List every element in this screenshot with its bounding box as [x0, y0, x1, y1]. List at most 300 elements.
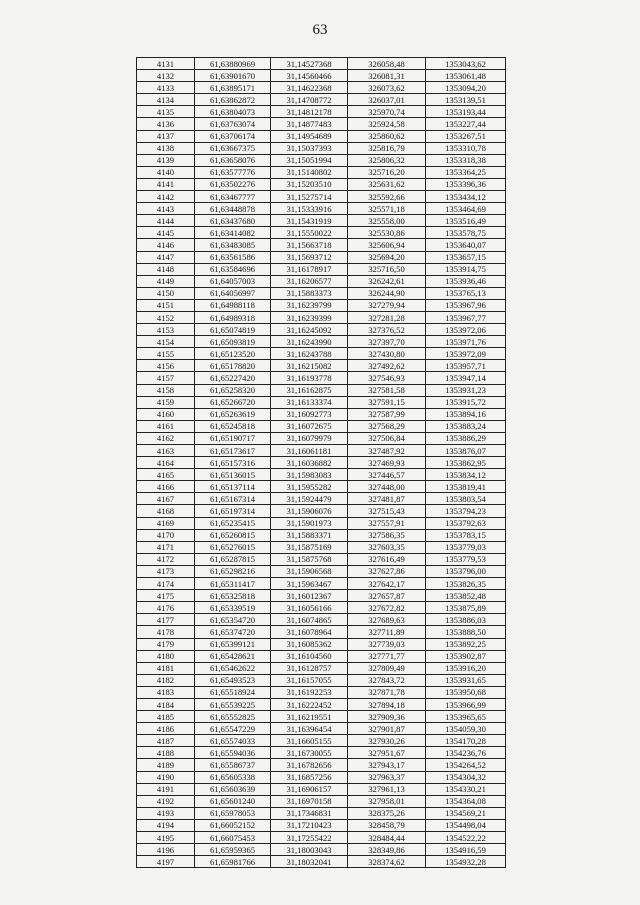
y-coordinate-cell: 1353792,63 — [426, 517, 506, 529]
x-coordinate-cell: 327901,87 — [348, 723, 426, 735]
y-coordinate-cell: 1353892,25 — [426, 638, 506, 650]
x-coordinate-cell: 325924,58 — [348, 118, 426, 130]
point-number-cell: 4165 — [137, 469, 195, 481]
y-coordinate-cell: 1353819,41 — [426, 481, 506, 493]
y-coordinate-cell: 1353971,76 — [426, 336, 506, 348]
point-number-cell: 4146 — [137, 239, 195, 251]
longitude-cell: 31,16239799 — [271, 299, 348, 311]
y-coordinate-cell: 1353967,96 — [426, 299, 506, 311]
latitude-cell: 61,65190717 — [195, 432, 271, 444]
latitude-cell: 61,65178820 — [195, 360, 271, 372]
longitude-cell: 31,16857256 — [271, 771, 348, 783]
y-coordinate-cell: 1353464,69 — [426, 203, 506, 215]
x-coordinate-cell: 327909,36 — [348, 711, 426, 723]
longitude-cell: 31,14812178 — [271, 106, 348, 118]
longitude-cell: 31,15955282 — [271, 481, 348, 493]
longitude-cell: 31,16072675 — [271, 420, 348, 432]
x-coordinate-cell: 325806,32 — [348, 154, 426, 166]
point-number-cell: 4135 — [137, 106, 195, 118]
table-row — [137, 759, 506, 771]
latitude-cell: 61,63667375 — [195, 142, 271, 154]
x-coordinate-cell: 327448,00 — [348, 481, 426, 493]
latitude-cell: 61,63584696 — [195, 263, 271, 275]
longitude-cell: 31,15203510 — [271, 178, 348, 190]
point-number-cell: 4143 — [137, 203, 195, 215]
y-coordinate-cell: 1353139,51 — [426, 94, 506, 106]
latitude-cell: 61,66052152 — [195, 819, 271, 831]
latitude-cell: 61,65552825 — [195, 711, 271, 723]
table-row — [137, 154, 506, 166]
table-row — [137, 384, 506, 396]
latitude-cell: 61,63448878 — [195, 203, 271, 215]
longitude-cell: 31,16133374 — [271, 396, 348, 408]
latitude-cell: 61,65123520 — [195, 348, 271, 360]
longitude-cell: 31,16243990 — [271, 336, 348, 348]
longitude-cell: 31,16061181 — [271, 445, 348, 457]
x-coordinate-cell: 327843,72 — [348, 674, 426, 686]
latitude-cell: 61,65263619 — [195, 408, 271, 420]
y-coordinate-cell: 1353783,15 — [426, 529, 506, 541]
point-number-cell: 4139 — [137, 154, 195, 166]
latitude-cell: 61,66075453 — [195, 832, 271, 844]
latitude-cell: 61,65594036 — [195, 747, 271, 759]
table-row — [137, 590, 506, 602]
y-coordinate-cell: 1354932,28 — [426, 856, 506, 868]
latitude-cell: 61,65518924 — [195, 686, 271, 698]
table-row — [137, 553, 506, 565]
latitude-cell: 61,63862872 — [195, 94, 271, 106]
latitude-cell: 61,64056997 — [195, 287, 271, 299]
table-row — [137, 324, 506, 336]
point-number-cell: 4159 — [137, 396, 195, 408]
table-row — [137, 311, 506, 323]
point-number-cell: 4185 — [137, 711, 195, 723]
x-coordinate-cell: 327657,87 — [348, 590, 426, 602]
table-row — [137, 723, 506, 735]
table-row — [137, 372, 506, 384]
longitude-cell: 31,16074865 — [271, 614, 348, 626]
table-row — [137, 783, 506, 795]
y-coordinate-cell: 1353936,46 — [426, 275, 506, 287]
longitude-cell: 31,16092773 — [271, 408, 348, 420]
table-row — [137, 856, 506, 868]
x-coordinate-cell: 327771,77 — [348, 650, 426, 662]
table-row — [137, 166, 506, 178]
y-coordinate-cell: 1354170,28 — [426, 735, 506, 747]
longitude-cell: 31,14622368 — [271, 82, 348, 94]
y-coordinate-cell: 1353947,14 — [426, 372, 506, 384]
point-number-cell: 4191 — [137, 783, 195, 795]
longitude-cell: 31,15906076 — [271, 505, 348, 517]
longitude-cell: 31,15875169 — [271, 541, 348, 553]
table-row — [137, 807, 506, 819]
latitude-cell: 61,65173617 — [195, 445, 271, 457]
latitude-cell: 61,63561586 — [195, 251, 271, 263]
point-number-cell: 4176 — [137, 602, 195, 614]
table-row — [137, 662, 506, 674]
point-number-cell: 4153 — [137, 324, 195, 336]
y-coordinate-cell: 1353852,48 — [426, 590, 506, 602]
x-coordinate-cell: 327951,67 — [348, 747, 426, 759]
table-row — [137, 82, 506, 94]
y-coordinate-cell: 1354498,04 — [426, 819, 506, 831]
x-coordinate-cell: 327469,93 — [348, 457, 426, 469]
point-number-cell: 4154 — [137, 336, 195, 348]
longitude-cell: 31,16206577 — [271, 275, 348, 287]
x-coordinate-cell: 325816,79 — [348, 142, 426, 154]
latitude-cell: 61,63804073 — [195, 106, 271, 118]
latitude-cell: 61,65547229 — [195, 723, 271, 735]
table-row — [137, 698, 506, 710]
longitude-cell: 31,15275714 — [271, 191, 348, 203]
table-row — [137, 771, 506, 783]
point-number-cell: 4148 — [137, 263, 195, 275]
y-coordinate-cell: 1354330,21 — [426, 783, 506, 795]
longitude-cell: 31,15906568 — [271, 565, 348, 577]
x-coordinate-cell: 327397,70 — [348, 336, 426, 348]
longitude-cell: 31,15963467 — [271, 578, 348, 590]
table-row — [137, 795, 506, 807]
y-coordinate-cell: 1354264,52 — [426, 759, 506, 771]
point-number-cell: 4137 — [137, 130, 195, 142]
longitude-cell: 31,15431919 — [271, 215, 348, 227]
y-coordinate-cell: 1353916,20 — [426, 662, 506, 674]
x-coordinate-cell: 328484,44 — [348, 832, 426, 844]
longitude-cell: 31,14560466 — [271, 70, 348, 82]
point-number-cell: 4162 — [137, 432, 195, 444]
table-row — [137, 275, 506, 287]
longitude-cell: 31,16079979 — [271, 432, 348, 444]
latitude-cell: 61,65137114 — [195, 481, 271, 493]
table-row — [137, 832, 506, 844]
point-number-cell: 4150 — [137, 287, 195, 299]
longitude-cell: 31,14877483 — [271, 118, 348, 130]
y-coordinate-cell: 1354916,59 — [426, 844, 506, 856]
x-coordinate-cell: 326073,62 — [348, 82, 426, 94]
longitude-cell: 31,17255422 — [271, 832, 348, 844]
point-number-cell: 4158 — [137, 384, 195, 396]
x-coordinate-cell: 328374,62 — [348, 856, 426, 868]
x-coordinate-cell: 328349,86 — [348, 844, 426, 856]
table-row — [137, 360, 506, 372]
x-coordinate-cell: 327672,82 — [348, 602, 426, 614]
longitude-cell: 31,16085362 — [271, 638, 348, 650]
x-coordinate-cell: 327689,63 — [348, 614, 426, 626]
y-coordinate-cell: 1353876,07 — [426, 445, 506, 457]
point-number-cell: 4152 — [137, 311, 195, 323]
x-coordinate-cell: 325530,86 — [348, 227, 426, 239]
y-coordinate-cell: 1353957,71 — [426, 360, 506, 372]
longitude-cell: 31,16215082 — [271, 360, 348, 372]
latitude-cell: 61,65462622 — [195, 662, 271, 674]
longitude-cell: 31,15901973 — [271, 517, 348, 529]
y-coordinate-cell: 1353578,75 — [426, 227, 506, 239]
latitude-cell: 61,63437680 — [195, 215, 271, 227]
longitude-cell: 31,14527368 — [271, 58, 348, 70]
latitude-cell: 61,65167314 — [195, 493, 271, 505]
x-coordinate-cell: 325571,18 — [348, 203, 426, 215]
table-row — [137, 396, 506, 408]
table-row — [137, 432, 506, 444]
point-number-cell: 4145 — [137, 227, 195, 239]
y-coordinate-cell: 1354522,22 — [426, 832, 506, 844]
longitude-cell: 31,14954689 — [271, 130, 348, 142]
latitude-cell: 61,65374720 — [195, 626, 271, 638]
latitude-cell: 61,65978053 — [195, 807, 271, 819]
point-number-cell: 4141 — [137, 178, 195, 190]
table-row — [137, 215, 506, 227]
longitude-cell: 31,15550022 — [271, 227, 348, 239]
x-coordinate-cell: 327481,87 — [348, 493, 426, 505]
table-row — [137, 203, 506, 215]
point-number-cell: 4171 — [137, 541, 195, 553]
longitude-cell: 31,16036882 — [271, 457, 348, 469]
latitude-cell: 61,65287815 — [195, 553, 271, 565]
latitude-cell: 61,65325818 — [195, 590, 271, 602]
x-coordinate-cell: 327492,62 — [348, 360, 426, 372]
longitude-cell: 31,17346831 — [271, 807, 348, 819]
table-row — [137, 638, 506, 650]
longitude-cell: 31,16157055 — [271, 674, 348, 686]
table-row — [137, 505, 506, 517]
table-row — [137, 735, 506, 747]
longitude-cell: 31,16222452 — [271, 698, 348, 710]
longitude-cell: 31,14708772 — [271, 94, 348, 106]
latitude-cell: 61,63467777 — [195, 191, 271, 203]
page-number: 63 — [312, 22, 328, 38]
x-coordinate-cell: 325694,20 — [348, 251, 426, 263]
x-coordinate-cell: 325716,20 — [348, 166, 426, 178]
x-coordinate-cell: 327930,26 — [348, 735, 426, 747]
point-number-cell: 4196 — [137, 844, 195, 856]
longitude-cell: 31,15663718 — [271, 239, 348, 251]
latitude-cell: 61,65227420 — [195, 372, 271, 384]
table-row — [137, 481, 506, 493]
x-coordinate-cell: 325558,00 — [348, 215, 426, 227]
longitude-cell: 31,16239399 — [271, 311, 348, 323]
table-row — [137, 94, 506, 106]
table-row — [137, 251, 506, 263]
y-coordinate-cell: 1354364,08 — [426, 795, 506, 807]
table-row — [137, 541, 506, 553]
point-number-cell: 4168 — [137, 505, 195, 517]
y-coordinate-cell: 1353434,12 — [426, 191, 506, 203]
y-coordinate-cell: 1353950,68 — [426, 686, 506, 698]
y-coordinate-cell: 1354059,30 — [426, 723, 506, 735]
latitude-cell: 61,65136015 — [195, 469, 271, 481]
point-number-cell: 4188 — [137, 747, 195, 759]
x-coordinate-cell: 326081,31 — [348, 70, 426, 82]
table-row — [137, 517, 506, 529]
longitude-cell: 31,16056166 — [271, 602, 348, 614]
y-coordinate-cell: 1353796,00 — [426, 565, 506, 577]
latitude-cell: 61,63880969 — [195, 58, 271, 70]
latitude-cell: 61,64989318 — [195, 311, 271, 323]
table-row — [137, 287, 506, 299]
y-coordinate-cell: 1353310,78 — [426, 142, 506, 154]
y-coordinate-cell: 1353902,87 — [426, 650, 506, 662]
x-coordinate-cell: 327376,52 — [348, 324, 426, 336]
latitude-cell: 61,65493523 — [195, 674, 271, 686]
latitude-cell: 61,63414082 — [195, 227, 271, 239]
table-row — [137, 420, 506, 432]
point-number-cell: 4138 — [137, 142, 195, 154]
longitude-cell: 31,15883373 — [271, 287, 348, 299]
table-row — [137, 142, 506, 154]
y-coordinate-cell: 1353894,16 — [426, 408, 506, 420]
longitude-cell: 31,16162875 — [271, 384, 348, 396]
y-coordinate-cell: 1353914,75 — [426, 263, 506, 275]
table-row — [137, 336, 506, 348]
point-number-cell: 4161 — [137, 420, 195, 432]
x-coordinate-cell: 327281,28 — [348, 311, 426, 323]
coordinates-table — [136, 57, 506, 868]
table-row — [137, 227, 506, 239]
longitude-cell: 31,16782656 — [271, 759, 348, 771]
x-coordinate-cell: 326242,61 — [348, 275, 426, 287]
x-coordinate-cell: 327711,89 — [348, 626, 426, 638]
x-coordinate-cell: 327943,17 — [348, 759, 426, 771]
y-coordinate-cell: 1353193,44 — [426, 106, 506, 118]
x-coordinate-cell: 327591,15 — [348, 396, 426, 408]
y-coordinate-cell: 1353227,44 — [426, 118, 506, 130]
point-number-cell: 4144 — [137, 215, 195, 227]
y-coordinate-cell: 1353779,03 — [426, 541, 506, 553]
longitude-cell: 31,16078964 — [271, 626, 348, 638]
x-coordinate-cell: 327430,80 — [348, 348, 426, 360]
point-number-cell: 4189 — [137, 759, 195, 771]
point-number-cell: 4164 — [137, 457, 195, 469]
longitude-cell: 31,16219551 — [271, 711, 348, 723]
table-row — [137, 58, 506, 70]
y-coordinate-cell: 1354236,76 — [426, 747, 506, 759]
y-coordinate-cell: 1353826,35 — [426, 578, 506, 590]
latitude-cell: 61,65601240 — [195, 795, 271, 807]
x-coordinate-cell: 326244,90 — [348, 287, 426, 299]
y-coordinate-cell: 1353931,65 — [426, 674, 506, 686]
longitude-cell: 31,18032041 — [271, 856, 348, 868]
y-coordinate-cell: 1353516,49 — [426, 215, 506, 227]
x-coordinate-cell: 327961,13 — [348, 783, 426, 795]
y-coordinate-cell: 1353364,25 — [426, 166, 506, 178]
y-coordinate-cell: 1353966,99 — [426, 698, 506, 710]
y-coordinate-cell: 1353875,89 — [426, 602, 506, 614]
latitude-cell: 61,65586737 — [195, 759, 271, 771]
table-row — [137, 614, 506, 626]
y-coordinate-cell: 1353915,72 — [426, 396, 506, 408]
point-number-cell: 4142 — [137, 191, 195, 203]
point-number-cell: 4155 — [137, 348, 195, 360]
longitude-cell: 31,16012367 — [271, 590, 348, 602]
point-number-cell: 4156 — [137, 360, 195, 372]
x-coordinate-cell: 328458,79 — [348, 819, 426, 831]
x-coordinate-cell: 325606,94 — [348, 239, 426, 251]
latitude-cell: 61,65603639 — [195, 783, 271, 795]
table-row — [137, 711, 506, 723]
point-number-cell: 4149 — [137, 275, 195, 287]
x-coordinate-cell: 327809,49 — [348, 662, 426, 674]
x-coordinate-cell: 327642,17 — [348, 578, 426, 590]
y-coordinate-cell: 1353888,50 — [426, 626, 506, 638]
point-number-cell: 4157 — [137, 372, 195, 384]
latitude-cell: 61,65093819 — [195, 336, 271, 348]
longitude-cell: 31,15140802 — [271, 166, 348, 178]
y-coordinate-cell: 1354569,21 — [426, 807, 506, 819]
coordinates-table-body — [137, 58, 506, 868]
table-row — [137, 469, 506, 481]
latitude-cell: 61,65539225 — [195, 698, 271, 710]
point-number-cell: 4172 — [137, 553, 195, 565]
y-coordinate-cell: 1353396,36 — [426, 178, 506, 190]
longitude-cell: 31,18003043 — [271, 844, 348, 856]
table-row — [137, 686, 506, 698]
x-coordinate-cell: 325716,50 — [348, 263, 426, 275]
table-row — [137, 118, 506, 130]
point-number-cell: 4194 — [137, 819, 195, 831]
point-number-cell: 4182 — [137, 674, 195, 686]
latitude-cell: 61,65311417 — [195, 578, 271, 590]
x-coordinate-cell: 325860,62 — [348, 130, 426, 142]
latitude-cell: 61,65260815 — [195, 529, 271, 541]
longitude-cell: 31,16730055 — [271, 747, 348, 759]
y-coordinate-cell: 1353972,06 — [426, 324, 506, 336]
latitude-cell: 61,63658076 — [195, 154, 271, 166]
table-row — [137, 565, 506, 577]
point-number-cell: 4166 — [137, 481, 195, 493]
latitude-cell: 61,65298216 — [195, 565, 271, 577]
point-number-cell: 4180 — [137, 650, 195, 662]
latitude-cell: 61,65235415 — [195, 517, 271, 529]
longitude-cell: 31,15883371 — [271, 529, 348, 541]
point-number-cell: 4183 — [137, 686, 195, 698]
y-coordinate-cell: 1353883,24 — [426, 420, 506, 432]
longitude-cell: 31,17210423 — [271, 819, 348, 831]
x-coordinate-cell: 327894,18 — [348, 698, 426, 710]
y-coordinate-cell: 1353803,54 — [426, 493, 506, 505]
longitude-cell: 31,15051994 — [271, 154, 348, 166]
table-row — [137, 239, 506, 251]
y-coordinate-cell: 1354304,32 — [426, 771, 506, 783]
y-coordinate-cell: 1353834,12 — [426, 469, 506, 481]
latitude-cell: 61,65981766 — [195, 856, 271, 868]
latitude-cell: 61,65959365 — [195, 844, 271, 856]
point-number-cell: 4170 — [137, 529, 195, 541]
table-row — [137, 70, 506, 82]
latitude-cell: 61,65258320 — [195, 384, 271, 396]
point-number-cell: 4173 — [137, 565, 195, 577]
latitude-cell: 61,65266720 — [195, 396, 271, 408]
latitude-cell: 61,63483085 — [195, 239, 271, 251]
table-row — [137, 348, 506, 360]
table-row — [137, 844, 506, 856]
x-coordinate-cell: 325631,62 — [348, 178, 426, 190]
longitude-cell: 31,16245092 — [271, 324, 348, 336]
x-coordinate-cell: 325970,74 — [348, 106, 426, 118]
x-coordinate-cell: 327279,94 — [348, 299, 426, 311]
latitude-cell: 61,65245818 — [195, 420, 271, 432]
x-coordinate-cell: 327739,03 — [348, 638, 426, 650]
x-coordinate-cell: 327963,37 — [348, 771, 426, 783]
y-coordinate-cell: 1353965,65 — [426, 711, 506, 723]
table-row — [137, 106, 506, 118]
table-row — [137, 493, 506, 505]
y-coordinate-cell: 1353794,23 — [426, 505, 506, 517]
x-coordinate-cell: 327557,91 — [348, 517, 426, 529]
point-number-cell: 4175 — [137, 590, 195, 602]
y-coordinate-cell: 1353318,38 — [426, 154, 506, 166]
table-row — [137, 130, 506, 142]
point-number-cell: 4169 — [137, 517, 195, 529]
